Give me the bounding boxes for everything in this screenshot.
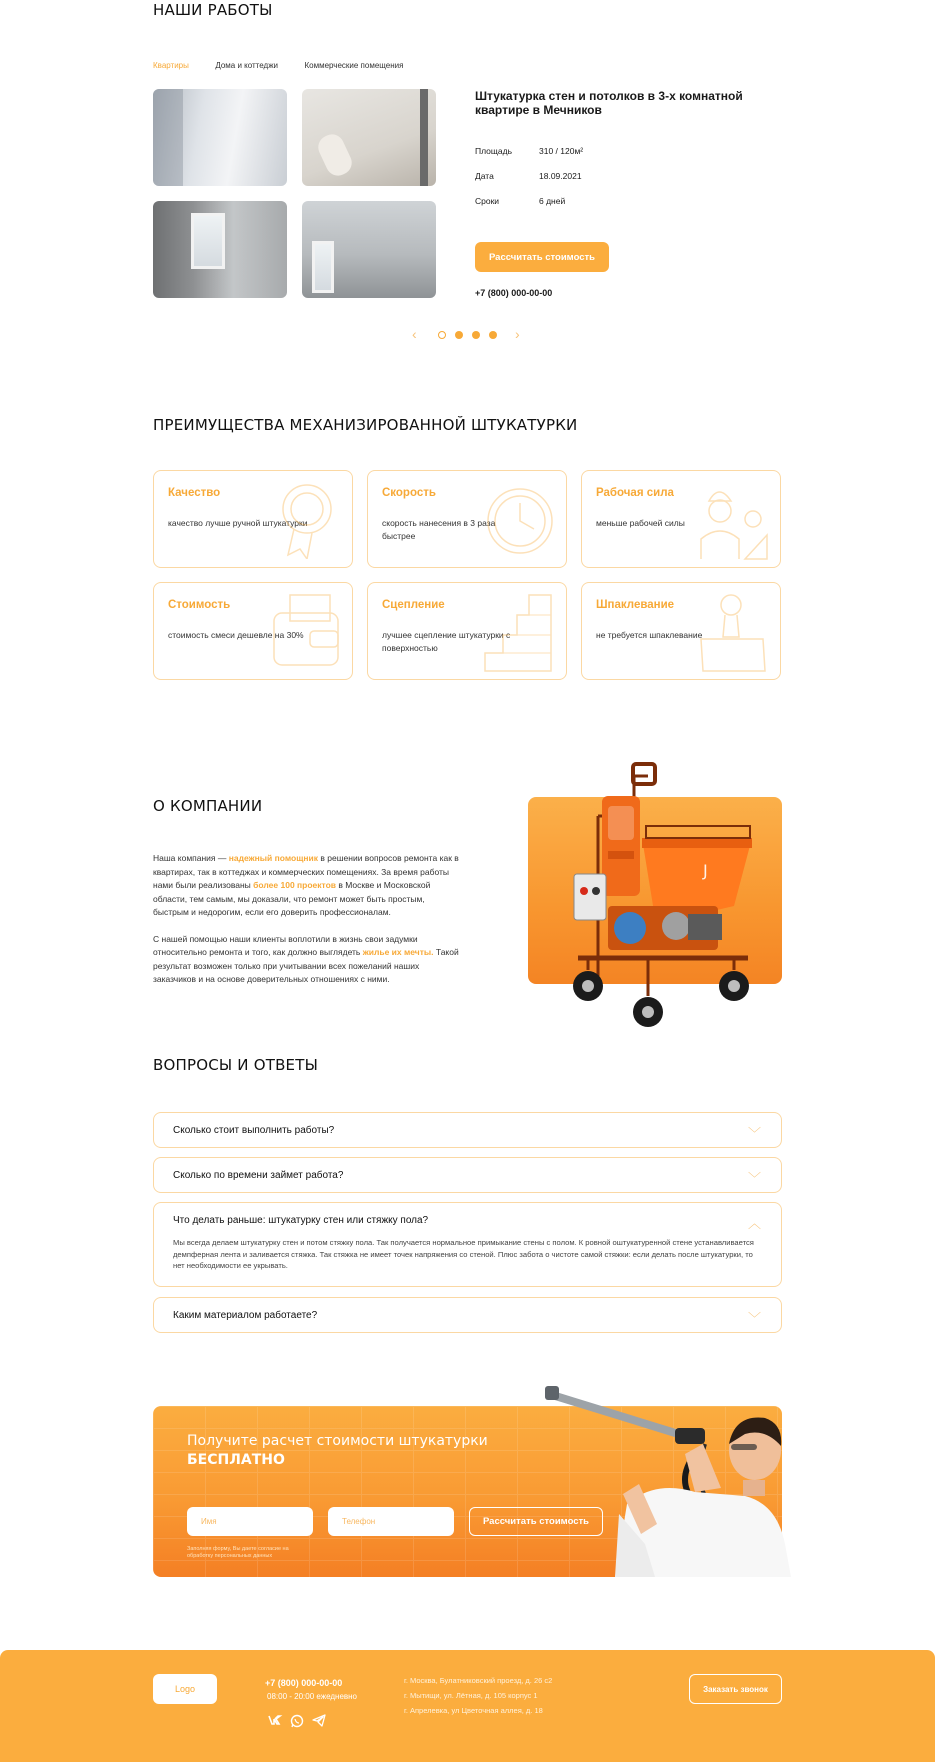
slider-dot-4[interactable] — [489, 331, 497, 339]
chevron-down-icon[interactable]: ﹀ — [747, 1171, 761, 1186]
advantage-card-cost — [153, 582, 353, 680]
cta-submit-button[interactable]: Рассчитать стоимость — [469, 1507, 603, 1536]
work-photo-1[interactable] — [153, 89, 287, 186]
about-paragraph-2: С нашей помощью наши клиенты воплотили в жизнь свои задумки относительно ремонта и того, как должно выглядеть жилье их мечты. Такой результат возможен только при учитывании всех пожеланий наших заказчиков и на основе доверительных отношениях с ними. — [153, 933, 459, 984]
footer-address: г. Апрелевка, ул Цветочная аллея, д. 18 — [404, 1706, 543, 1715]
faq-title: ВОПРОСЫ И ОТВЕТЫ — [153, 1056, 319, 1074]
detail-value-duration: 6 дней — [539, 196, 566, 206]
award-icon — [272, 479, 342, 559]
calculate-cost-button[interactable]: Рассчитать стоимость — [475, 242, 609, 272]
project-title: Штукатурка стен и потолков в 3-х комнатной квартире в Мечников — [475, 89, 743, 117]
tab-apartments[interactable]: Квартиры — [153, 61, 189, 70]
worker-with-sprayer-image — [545, 1384, 820, 1577]
works-tabs — [153, 55, 425, 73]
advantage-desc: скорость нанесения в 3 раза быстрее — [382, 518, 496, 541]
name-input[interactable] — [187, 1507, 313, 1536]
plastering-machine-image — [538, 756, 768, 1028]
faq-question[interactable]: Сколько по времени займет работа? — [173, 1170, 344, 1181]
chevron-down-icon[interactable]: ﹀ — [747, 1126, 761, 1141]
spatula-icon — [695, 591, 770, 676]
footer-hours: 08:00 - 20:00 ежедневно — [267, 1692, 358, 1701]
advantage-card-quality — [153, 470, 353, 568]
footer-address: г. Мытищи, ул. Лётная, д. 105 корпус 1 — [404, 1691, 538, 1700]
advantage-card-workforce — [581, 470, 781, 568]
advantage-title: Шпаклевание — [596, 599, 675, 611]
whatsapp-icon[interactable] — [290, 1714, 304, 1731]
advantage-title: Скорость — [382, 487, 436, 499]
cta-heading: Получите расчет стоимости штукатурки — [187, 1433, 488, 1449]
about-paragraph-1: Наша компания — надежный помощник в решении вопросов ремонта как в квартирах, так в коттеджах и коммерческих помещениях. За время работы нами были реализованы более 100 проектов в Москве и Московской области, тем самым, мы доказали, что ремонт может быть простым, быстрым и недорогим, если его доверить профессионалам. — [153, 853, 459, 917]
advantage-desc: не требуется шпаклевание — [596, 630, 703, 640]
advantage-desc: меньше рабочей силы — [596, 518, 685, 528]
worker-icon — [695, 479, 770, 564]
advantage-title: Качество — [168, 487, 221, 499]
works-title: НАШИ РАБОТЫ — [153, 1, 273, 19]
faq-item[interactable] — [153, 1297, 782, 1333]
phone-input[interactable] — [328, 1507, 454, 1536]
advantage-card-speed — [367, 470, 567, 568]
telegram-icon[interactable] — [312, 1714, 326, 1730]
advantage-desc: лучшее сцепление штукатурки с поверхностью — [382, 630, 511, 653]
clock-icon — [484, 479, 556, 559]
detail-label-area: Площадь — [475, 146, 513, 156]
work-photo-3[interactable] — [153, 201, 287, 298]
advantages-title: ПРЕИМУЩЕСТВА МЕХАНИЗИРОВАННОЙ ШТУКАТУРКИ — [153, 416, 578, 434]
faq-item[interactable] — [153, 1112, 782, 1148]
slider-dot-3[interactable] — [472, 331, 480, 339]
advantage-title: Рабочая сила — [596, 487, 674, 499]
advantage-title: Стоимость — [168, 599, 231, 611]
footer-phone[interactable]: +7 (800) 000-00-00 — [265, 1678, 343, 1688]
chevron-down-icon[interactable]: ﹀ — [747, 1311, 761, 1326]
faq-question[interactable]: Каким материалом работаете? — [173, 1310, 318, 1321]
slider-dot-2[interactable] — [455, 331, 463, 339]
wall-icon — [481, 591, 556, 676]
callback-button[interactable]: Заказать звонок — [689, 1674, 782, 1704]
svg-text:J: J — [703, 861, 708, 880]
work-photo-4[interactable] — [302, 201, 436, 298]
advantage-desc: стоимость смеси дешевле на 30% — [168, 630, 304, 640]
footer-logo[interactable]: Logo — [153, 1674, 217, 1704]
cta-heading-free: БЕСПЛАТНО — [187, 1452, 285, 1468]
vk-icon[interactable] — [268, 1714, 284, 1729]
about-title: О КОМПАНИИ — [153, 797, 263, 815]
about-text — [153, 852, 461, 987]
advantage-desc: качество лучше ручной штукатурки — [168, 518, 308, 528]
advantage-title: Сцепление — [382, 599, 445, 611]
tab-commercial[interactable]: Коммерческие помещения — [304, 61, 404, 70]
detail-label-date: Дата — [475, 171, 494, 181]
slider-next-arrow-icon[interactable]: › — [515, 326, 520, 342]
wallet-icon — [270, 591, 342, 671]
tab-houses[interactable]: Дома и коттеджи — [215, 61, 279, 70]
advantage-card-adhesion — [367, 582, 567, 680]
slider-dot-1[interactable] — [438, 331, 446, 339]
detail-value-date: 18.09.2021 — [539, 171, 582, 181]
faq-question[interactable]: Сколько стоит выполнить работы? — [173, 1125, 335, 1136]
detail-value-area: 310 / 120м² — [539, 146, 584, 156]
faq-question[interactable]: Что делать раньше: штукатурку стен или стяжку пола? — [173, 1215, 429, 1226]
slider-prev-arrow-icon[interactable]: ‹ — [412, 326, 417, 342]
footer-address: г. Москва, Булатниковский проезд, д. 26 с2 — [404, 1676, 553, 1685]
work-photo-2[interactable] — [302, 89, 436, 186]
faq-item[interactable] — [153, 1157, 782, 1193]
advantage-card-puttying — [581, 582, 781, 680]
faq-item-expanded[interactable] — [153, 1202, 782, 1287]
chevron-up-icon[interactable]: ︿ — [747, 1216, 761, 1231]
consent-note: Заполняя форму, Вы даете согласие на обработку персональных данных — [187, 1546, 289, 1559]
footer — [0, 1650, 935, 1762]
detail-label-duration: Сроки — [475, 196, 500, 206]
works-phone[interactable]: +7 (800) 000-00-00 — [475, 288, 553, 298]
faq-answer: Мы всегда делаем штукатурку стен и потом стяжку пола. Так получается нормальное примыкание стены с полом. К ровной оштукатуренной стене устанавливается демпферная лента и заливается стяжка. Так стяжка не имеет точек напряжения со стеной. Плюс забота о чистоте самой стяжки: если делать после штукатурки, то нет необходимости ее укрывать. — [173, 1238, 754, 1270]
